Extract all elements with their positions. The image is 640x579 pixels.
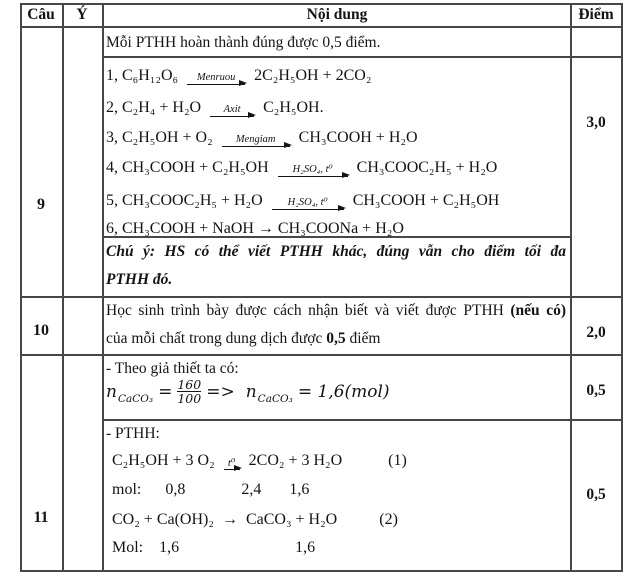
reaction-arrow-menruou	[187, 73, 245, 85]
row10-line2-normal: của mỗi chất trong dung dịch được	[106, 330, 327, 347]
question-number-10: 10	[33, 322, 49, 339]
reaction-arrow-axit	[210, 105, 254, 117]
mol-line-2: Mol: 1,6 1,6	[112, 539, 316, 556]
equation-6	[106, 219, 404, 239]
equation-2-right: C₂H₅OH.	[263, 99, 324, 116]
col-border-cau-y	[62, 3, 64, 572]
col-border-noidung-diem	[570, 3, 572, 572]
table-border-left	[20, 3, 22, 572]
mol-line-1: mol: 0,8 2,4 1,6	[112, 481, 310, 498]
equation-5-left: 5, CH₃COOC₂H₅ + H₂O	[106, 192, 263, 209]
arrow-label: H₂SO₄, t⁰	[287, 197, 328, 208]
arrow-shaft	[210, 116, 254, 117]
reaction-arrow-h2so4-2	[272, 198, 344, 210]
formula-fraction	[177, 378, 201, 405]
equation-3-left: 3, C₂H₅OH + O₂	[106, 129, 213, 146]
equation-number-1: (1)	[388, 452, 407, 469]
arrow-shaft	[278, 176, 348, 177]
score-row9: 3,0	[586, 114, 606, 131]
combustion-equation	[112, 446, 407, 476]
formula-equals: =	[158, 381, 173, 402]
mole-formula	[106, 378, 390, 405]
table-border-top	[20, 3, 623, 5]
row10-line2	[106, 329, 380, 349]
formula-sub1: CaCO₃	[117, 392, 154, 405]
arrow-shaft	[187, 84, 245, 85]
arrow-label: t⁰	[227, 457, 236, 469]
row-border-header	[20, 26, 623, 28]
arrow-label: H₂SO₄, t⁰	[292, 164, 333, 175]
column-header-cau: Câu	[27, 6, 55, 23]
arrow-shaft	[224, 469, 240, 470]
equation-1-right: 2C₂H₅OH + 2CO₂	[254, 67, 372, 84]
equation-4	[106, 155, 497, 181]
fraction-numerator: 160	[177, 377, 202, 392]
arrow-label: Mengiam	[235, 134, 276, 145]
row-border-9-10	[20, 296, 623, 298]
question-number-9: 9	[37, 196, 45, 213]
equation-5-right: CH₃COOH + C₂H₅OH	[352, 192, 500, 209]
score-row11b: 0,5	[586, 486, 606, 503]
arrow-label: Axit	[223, 104, 241, 115]
score-row11a: 0,5	[586, 382, 606, 399]
row10-line2-tail: điểm	[345, 330, 381, 347]
equation-1-left: 1, C₆H₁₂O₆	[106, 67, 179, 84]
equation-2	[106, 96, 324, 120]
row-border-10-11	[20, 354, 623, 356]
combustion-right: 2CO₂ + 3 H₂O	[248, 452, 343, 469]
equation-4-right: CH₃COOC₂H₅ + H₂O	[356, 159, 498, 176]
fraction-denominator: 100	[177, 391, 202, 406]
arrow-label: Menruou	[196, 72, 236, 83]
arrow-shaft	[272, 209, 344, 210]
table-border-bottom	[20, 570, 623, 572]
equation-5	[106, 188, 499, 214]
reaction-arrow-t0	[224, 458, 240, 470]
row10-line2-bold: 0,5	[326, 330, 346, 347]
reaction-arrow-h2so4-1	[278, 165, 348, 177]
table-border-right	[621, 3, 623, 572]
column-header-y: Ý	[76, 6, 88, 23]
row9-note-line2: PTHH đó.	[106, 271, 173, 288]
row-border-intro	[102, 56, 623, 58]
equation-4-left: 4, CH₃COOH + C₂H₅OH	[106, 159, 269, 176]
reaction-arrow-mengiam	[222, 135, 290, 147]
formula-sub2: CaCO₃	[257, 392, 293, 405]
formula-n2: $n_{CaCO_3}$	[245, 381, 293, 405]
question-number-11: 11	[33, 509, 49, 526]
arrow-shaft	[222, 146, 290, 147]
equation-2-left: 2, C₂H₄ + H₂O	[106, 99, 202, 116]
row11b-line1: - PTHH:	[106, 425, 160, 442]
precipitation-text: CO₂ + Ca(OH)₂ → CaCO₃ + H₂O	[112, 511, 338, 528]
formula-implies: =>	[206, 381, 235, 402]
formula-n1: $n_{CaCO_3}$	[106, 381, 154, 405]
formula-result: = 1,6(mol)	[297, 381, 390, 402]
row10-line1-bold: (nếu có)	[510, 302, 566, 319]
row11a-line1: - Theo giả thiết ta có:	[106, 360, 239, 377]
combustion-left: C₂H₅OH + 3 O₂	[112, 452, 215, 469]
equation-3-right: CH₃COOH + H₂O	[298, 129, 418, 146]
equation-6-text: 6, CH₃COOH + NaOH → CH₃COONa + H₂O	[106, 220, 404, 237]
score-row10: 2,0	[586, 324, 606, 341]
row10-line1	[106, 301, 566, 321]
row9-note-line1: Chú ý: HS có thể viết PTHH khác, đúng vẫn cho điểm tối đa	[106, 243, 566, 260]
column-header-noidung: Nội dung	[306, 6, 368, 23]
col-border-y-noidung	[102, 3, 104, 572]
equation-3	[106, 126, 418, 150]
equation-number-2: (2)	[379, 511, 398, 528]
row-border-11a-11b	[102, 419, 623, 421]
precipitation-equation	[112, 510, 398, 530]
row9-intro-text: Mỗi PTHH hoàn thành đúng được 0,5 điểm.	[106, 34, 381, 51]
equation-1	[106, 64, 371, 88]
row10-line1-normal: Học sinh trình bày được cách nhận biết và viết được PTHH	[106, 302, 511, 319]
column-header-diem: Điểm	[578, 6, 614, 23]
